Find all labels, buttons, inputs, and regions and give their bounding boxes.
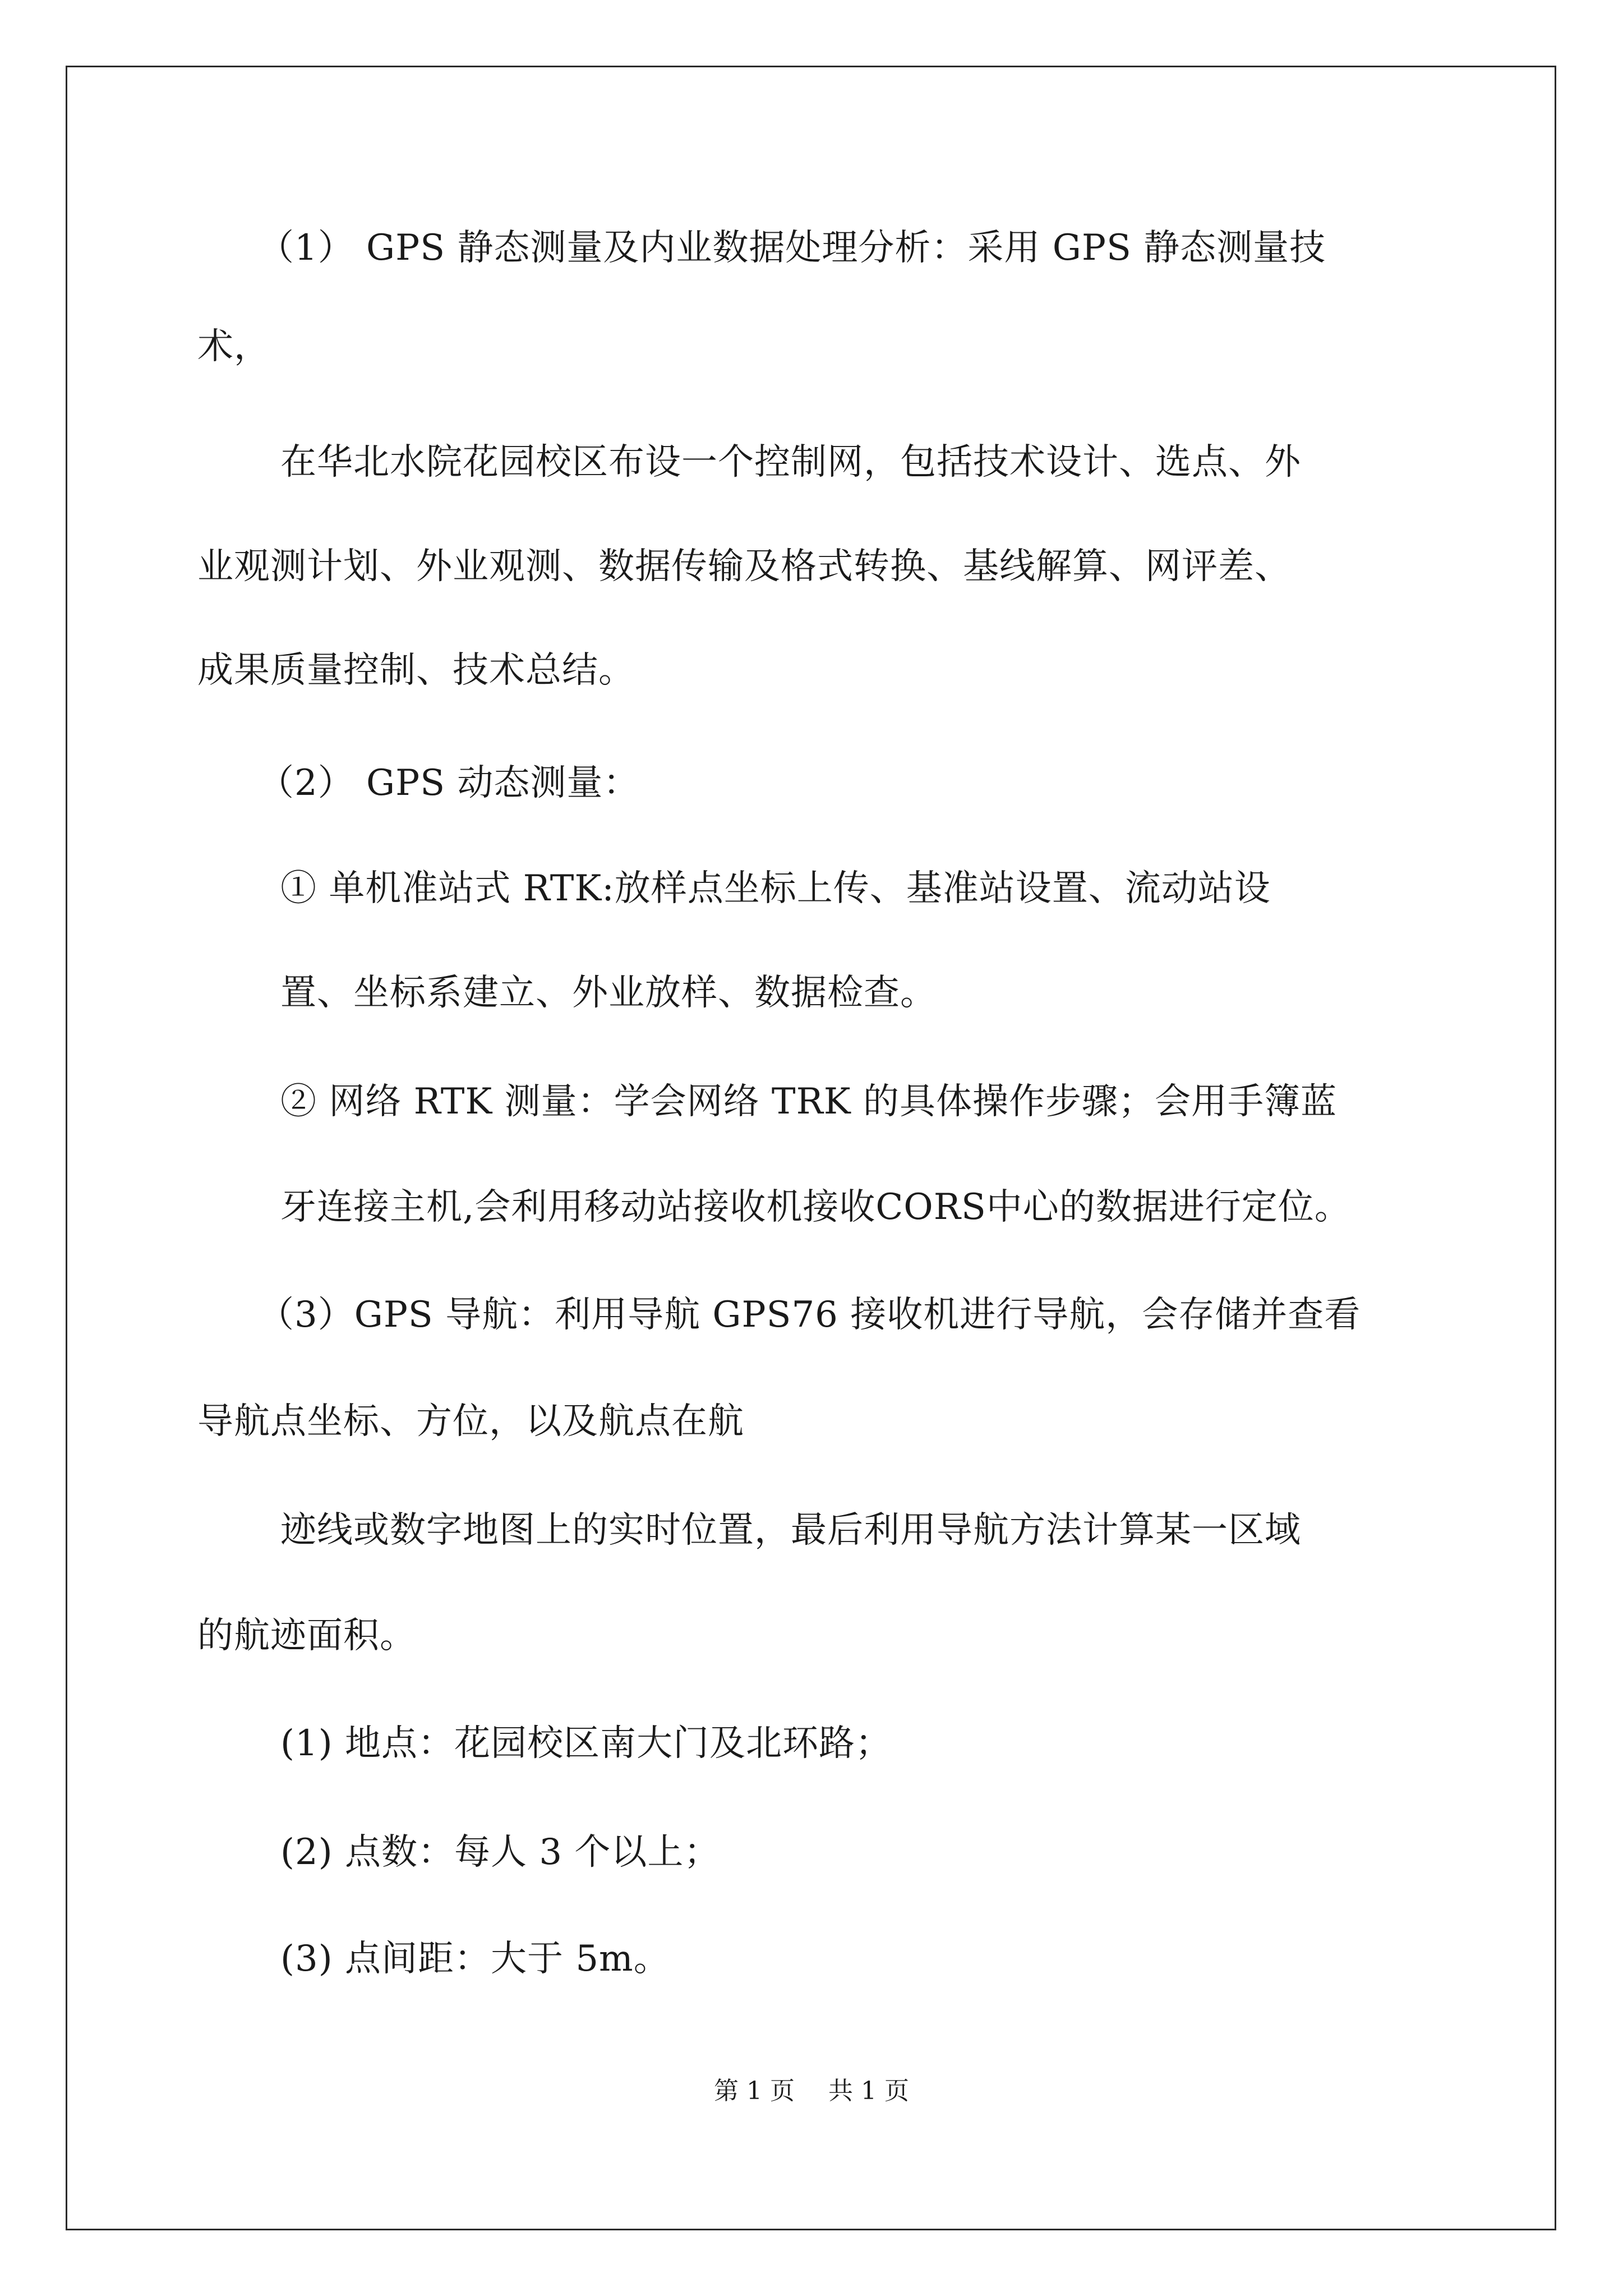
text-line-6: （2） GPS 动态测量： [258,762,640,804]
page-number-total: 共 1 页 [828,2077,909,2105]
text-line-4: 业观测计划、外业观测、数据传输及格式转换、基线解算、网评差、 [197,546,1291,587]
text-line-11: （3）GPS 导航：利用导航 GPS76 接收机进行导航，会存储并查看 [258,1294,1361,1336]
text-line-15: (1) 地点：花园校区南大门及北环路； [280,1723,892,1764]
text-line-10: 牙连接主机,会利用移动站接收机接收CORS中心的数据进行定位。 [280,1186,1351,1228]
page-footer [0,2076,1623,2107]
text-line-17: (3) 点间距：大于 5m。 [280,1938,670,1980]
text-line-7: ① 单机准站式 RTK:放样点坐标上传、基准站设置、流动站设 [280,868,1271,909]
text-line-13: 迹线或数字地图上的实时位置，最后利用导航方法计算某一区域 [280,1510,1301,1551]
text-line-8: 置、坐标系建立、外业放样、数据检查。 [280,972,937,1014]
text-line-3: 在华北水院花园校区布设一个控制网，包括技术设计、选点、外 [280,441,1301,483]
text-line-9: ② 网络 RTK 测量：学会网络 TRK 的具体操作步骤；会用手簿蓝 [280,1081,1337,1122]
page-number-current: 第 1 页 [714,2077,795,2105]
text-line-5: 成果质量控制、技术总结。 [197,650,635,691]
text-line-16: (2) 点数：每人 3 个以上； [280,1832,721,1873]
text-line-1: （1） GPS 静态测量及内业数据处理分析：采用 GPS 静态测量技 [258,227,1326,269]
text-line-12: 导航点坐标、方位，以及航点在航 [197,1401,744,1442]
text-line-2: 术， [197,326,270,367]
text-line-14: 的航迹面积。 [197,1615,416,1657]
page-border [66,66,1556,2230]
